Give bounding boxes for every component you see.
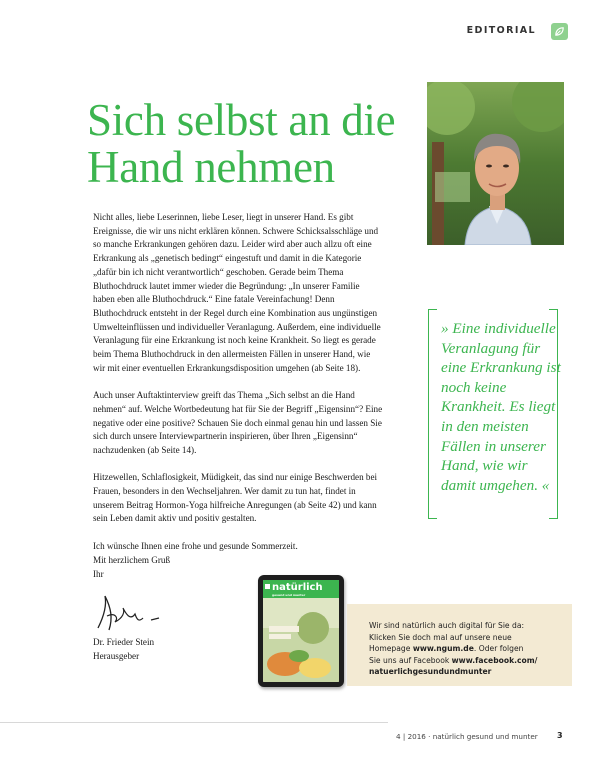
leaf-icon	[551, 23, 568, 40]
footer-divider	[0, 722, 388, 723]
body-paragraph: Hitzewellen, Schlaflosigkeit, Müdigkeit, das sind nur einige Beschwerden bei Frauen, besonders in den Wechseljahren. Wer damit zu tun hat, findet in unserem Beitrag Hormon-Yoga hilfreiche Anregungen (ab Seite 42) und kann sein Leben damit aktiv und positiv gestalten.	[93, 472, 378, 524]
digital-line-3	[369, 643, 572, 655]
digital-text: Sie uns auf Facebook	[369, 655, 452, 665]
body-paragraph: Ich wünsche Ihnen eine frohe und gesunde Sommerzeit.	[93, 540, 298, 551]
digital-text: Homepage	[369, 644, 413, 654]
title-line-2: Hand nehmen	[87, 142, 335, 192]
footer-issue-text: 4 | 2016 · natürlich gesund und munter	[396, 732, 538, 741]
facebook-link[interactable]: www.facebook.com/	[451, 655, 538, 665]
signer-role: Herausgeber	[93, 650, 140, 661]
author-portrait	[427, 82, 564, 245]
editorial-body	[93, 211, 383, 567]
greeting-line-1: Mit herzlichem Gruß	[93, 555, 171, 565]
magazine-name: natürlich	[272, 582, 323, 593]
facebook-link-continued[interactable]: natuerlichgesundundmunter	[369, 667, 492, 677]
magazine-cover-image	[263, 598, 339, 682]
digital-line-4	[369, 655, 572, 667]
pull-quote-text: » Eine individuelle Veranlagung für eine Erkrankung ist noch keine Krankheit. Es liegt in den meisten Fällen in unserer Hand, wie wir damit umgehen. «	[441, 320, 561, 494]
handwritten-signature	[93, 588, 173, 633]
closing-greeting	[93, 554, 170, 581]
digital-line-1: Wir sind natürlich auch digital für Sie da:	[369, 621, 525, 630]
digital-text: . Oder folgen	[473, 644, 524, 654]
magazine-tagline: gesund und munter	[272, 593, 306, 597]
body-paragraph: Auch unser Auftaktinterview greift das Thema „Sich selbst an die Hand nehmen“ auf. Welche Wortbedeutung hat für Sie der Begriff „Eigensinn“? Eine negative oder eine positive? Schauen Sie doch einmal genau hin und lassen Sie sich durch unsere Interviewpartnerin inspirieren, über Ihren „Eigensinn“ nachzudenken (ab Seite 14).	[93, 390, 383, 455]
page-number: 3	[557, 731, 563, 740]
digital-line-2: Klicken Sie doch mal auf unsere neue	[369, 632, 512, 642]
homepage-link[interactable]: www.ngum.de	[412, 644, 474, 654]
page-title	[87, 97, 417, 191]
digital-info-box	[347, 604, 572, 686]
section-label: EDITORIAL	[466, 25, 536, 36]
greeting-line-2: Ihr	[93, 568, 104, 579]
digital-line-5	[369, 666, 572, 678]
body-paragraph: Nicht alles, liebe Leserinnen, liebe Leser, liegt in unserer Hand. Es gibt Ereignisse, die wir uns nicht erklären können. Schwere Schicksalsschläge und so manche Erkrankungen gehören dazu. Leider wird aber auch allzu oft eine Erkrankung als „genetisch bedingt“ eingestuft und damit in die Kategorie „dafür bin ich nicht verantwortlich“ geschoben. Gerade beim Thema Bluthochdruck lautet immer wieder die Begründung: „In unserer Familie haben eben alle Bluthochdruck.“ Eine fatale Vereinfachung! Denn Bluthochdruck entsteht in der Regel durch eine Kombination aus ungünstigen Umwelteinflüssen und individueller Veranlagung. Außerdem, eine individuelle Veranlagung für eine Erkrankung ist noch keine Krankheit. So liegt es gerade beim Thema Bluthochdruck in den allermeisten Fällen in unserer Hand, wie wir mit einer eventuellen Erkrankungsdisposition umgehen (ab Seite 18).	[93, 212, 381, 373]
signer-block	[93, 636, 154, 663]
title-line-1: Sich selbst an die	[87, 95, 396, 145]
tablet-magazine-cover	[258, 575, 344, 687]
pull-quote	[428, 309, 561, 519]
signer-name: Dr. Frieder Stein	[93, 637, 155, 647]
